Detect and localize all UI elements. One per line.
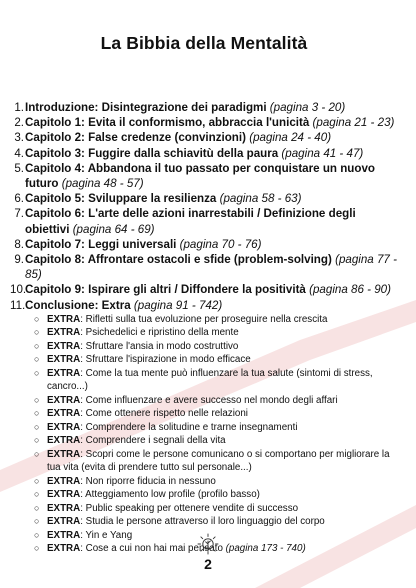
extra-pages: (pagina 173 - 740) [225, 543, 306, 555]
toc-title: Capitolo 8: Affrontare ostacoli e sfide (problem-solving) [25, 253, 332, 267]
extra-text: : Cose a cui non hai mai pensato [80, 543, 226, 555]
toc-title: Conclusione: Extra [25, 298, 131, 312]
extra-label: EXTRA [47, 448, 81, 460]
toc-number: 5. [14, 161, 24, 175]
toc-item [10, 130, 398, 145]
extra-item [34, 448, 398, 475]
toc-number: 8. [14, 237, 24, 251]
extra-label: EXTRA [47, 408, 81, 420]
toc-number: 2. [14, 116, 24, 130]
extra-label: EXTRA [47, 502, 81, 514]
extra-text: : Come influenzare e avere successo nel mondo degli affari [80, 394, 338, 406]
bullet-icon: ○ [34, 435, 40, 446]
toc-number: 11. [10, 298, 26, 312]
extra-text: : Sfruttare l'ansia in modo costruttivo [80, 340, 239, 352]
bullet-icon: ○ [34, 448, 40, 459]
extra-label: EXTRA [47, 435, 81, 447]
toc-pages: (pagina 24 - 40) [249, 131, 332, 145]
extra-item [34, 515, 398, 529]
extra-text: : Scopri come le persone comunicano o si comportano per migliorare la tua vita (evita di prendere tutto sul personale...) [47, 448, 390, 474]
extra-text: : Psichedelici e ripristino della mente [80, 327, 239, 339]
extra-text: : Atteggiamento low profile (profilo basso) [80, 489, 260, 501]
extra-item [34, 421, 398, 435]
toc-title: Capitolo 2: False credenze (convinzioni) [25, 131, 246, 145]
extra-text: : Come ottenere rispetto nelle relazioni [80, 408, 248, 420]
toc-number: 4. [14, 146, 24, 160]
extra-label: EXTRA [47, 543, 81, 555]
toc-pages: (pagina 77 - 85) [25, 253, 397, 282]
bullet-icon: ○ [34, 489, 40, 500]
extra-text: : Comprendere la solitudine e trarne insegnamenti [80, 421, 298, 433]
bullet-icon: ○ [34, 394, 40, 405]
extra-text: : Non riporre fiducia in nessuno [80, 475, 216, 487]
extra-text: : Come la tua mente può influenzare la tua salute (sintomi di stress, cancro...) [47, 367, 373, 393]
extra-text: : Rifletti sulla tua evoluzione per proseguire nella crescita [80, 313, 328, 325]
toc-title: Capitolo 4: Abbandona il tuo passato per conquistare un nuovo futuro [25, 161, 375, 191]
extra-text: : Studia le persone attraverso il loro linguaggio del corpo [80, 516, 325, 528]
toc-pages: (pagina 91 - 742) [133, 298, 223, 312]
extra-text: : Yin e Yang [80, 529, 133, 541]
toc-title: Capitolo 7: Leggi universali [25, 237, 177, 251]
bullet-icon: ○ [34, 421, 40, 432]
extra-label: EXTRA [47, 354, 81, 366]
extra-label: EXTRA [47, 421, 81, 433]
toc-pages: (pagina 58 - 63) [219, 192, 302, 206]
bullet-icon: ○ [34, 327, 40, 338]
toc-title: Capitolo 1: Evita il conformismo, abbraccia l'unicità [25, 116, 310, 130]
toc-item [10, 252, 398, 282]
extra-item [34, 394, 398, 408]
extra-item [34, 407, 398, 421]
toc-item [10, 161, 398, 191]
extra-item [34, 502, 398, 516]
page-footer [0, 533, 416, 572]
extra-label: EXTRA [47, 489, 81, 501]
bullet-icon: ○ [34, 313, 40, 324]
toc-item [10, 298, 398, 313]
toc-title: Introduzione: Disintegrazione dei paradigmi [25, 101, 267, 114]
extra-label: EXTRA [47, 340, 81, 352]
extra-item [34, 475, 398, 489]
toc-item [10, 100, 398, 115]
extra-label: EXTRA [47, 367, 81, 379]
extra-label: EXTRA [47, 394, 81, 406]
toc-item [10, 191, 398, 206]
toc-number: 9. [14, 253, 24, 267]
page-title: La Bibbia della Mentalità [100, 33, 308, 53]
toc-number: 6. [14, 192, 24, 206]
toc-number: 1. [14, 101, 24, 114]
extra-text: : Sfruttare l'ispirazione in modo efficace [80, 354, 251, 366]
toc-pages: (pagina 48 - 57) [61, 177, 144, 191]
extra-label: EXTRA [47, 475, 81, 487]
table-of-contents [10, 100, 398, 313]
extra-label: EXTRA [47, 516, 81, 528]
toc-pages: (pagina 21 - 23) [312, 116, 395, 130]
tree-sun-icon [197, 533, 219, 555]
extra-item [34, 353, 398, 367]
toc-title: Capitolo 6: L'arte delle azioni inarrestabili / Definizione degli obiettivi [25, 207, 356, 236]
toc-number: 3. [14, 131, 24, 145]
extra-item [34, 367, 398, 394]
extra-item [34, 340, 398, 354]
bullet-icon: ○ [34, 516, 40, 527]
toc-pages: (pagina 41 - 47) [281, 146, 364, 160]
page-number: 2 [204, 556, 212, 572]
toc-title: Capitolo 5: Sviluppare la resilienza [25, 192, 217, 206]
extra-item [34, 434, 398, 448]
toc-item [10, 237, 398, 252]
bullet-icon: ○ [34, 502, 40, 513]
toc-title: Capitolo 9: Ispirare gli altri / Diffondere la positività [25, 283, 306, 297]
bullet-icon: ○ [34, 354, 40, 365]
extras-list [10, 313, 398, 556]
toc-pages: (pagina 70 - 76) [179, 237, 262, 251]
toc-number: 7. [14, 207, 24, 221]
toc-item [10, 206, 398, 236]
toc-pages: (pagina 3 - 20) [269, 101, 346, 114]
bullet-icon: ○ [34, 475, 40, 486]
bullet-icon: ○ [34, 340, 40, 351]
bullet-icon: ○ [34, 529, 40, 540]
toc-item [10, 282, 398, 297]
extra-label: EXTRA [47, 327, 81, 339]
extra-text: : Public speaking per ottenere vendite di successo [80, 502, 299, 514]
toc-pages: (pagina 86 - 90) [309, 283, 391, 297]
extra-label: EXTRA [47, 529, 81, 541]
toc-item [10, 146, 398, 161]
bullet-icon: ○ [34, 408, 40, 419]
toc-title: Capitolo 3: Fuggire dalla schiavitù della paura [25, 146, 279, 160]
toc-pages: (pagina 64 - 69) [72, 222, 155, 236]
extra-label: EXTRA [47, 313, 81, 325]
extra-item [34, 313, 398, 327]
bullet-icon: ○ [34, 367, 40, 378]
bullet-icon: ○ [34, 543, 40, 554]
extra-item [34, 326, 398, 340]
extra-text: : Comprendere i segnali della vita [80, 435, 226, 447]
toc-item [10, 115, 398, 130]
toc-number: 10. [10, 283, 27, 297]
extra-item [34, 488, 398, 502]
